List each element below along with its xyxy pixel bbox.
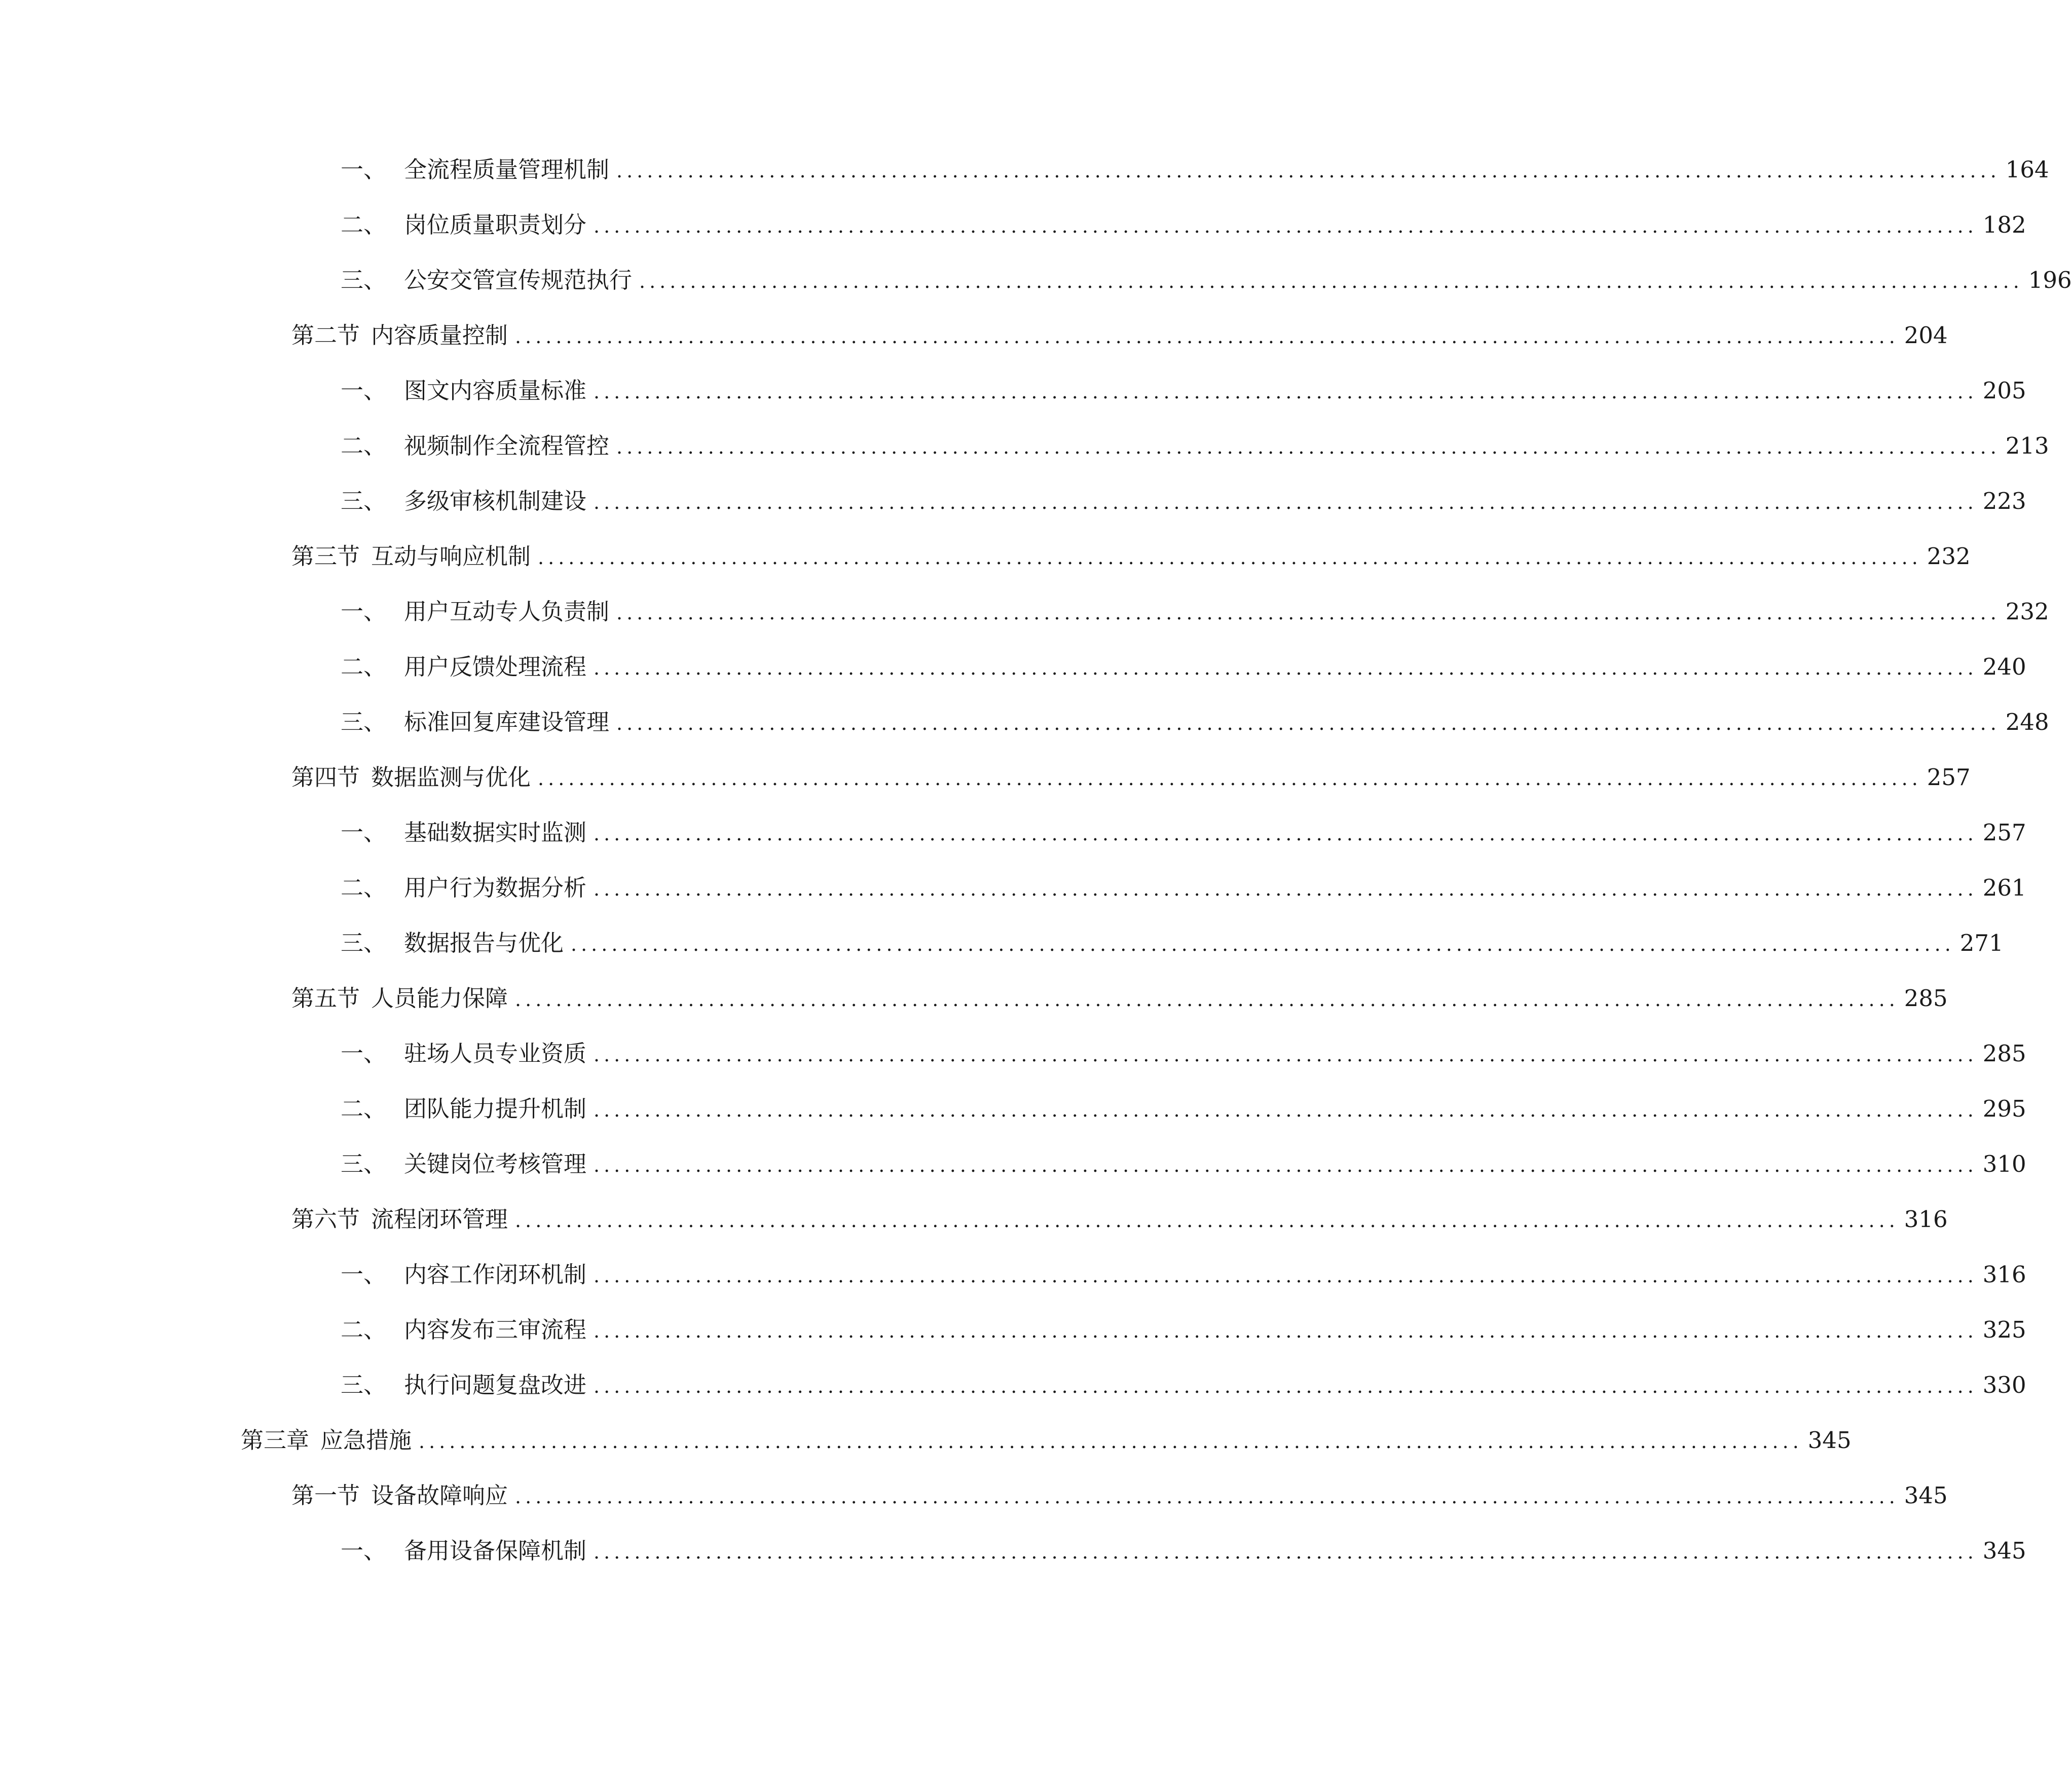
toc-entry-page: 196 xyxy=(2028,267,2072,293)
toc-entry-number: 三、 xyxy=(341,709,387,735)
toc-entry-number: 第六节 xyxy=(291,1206,360,1233)
toc-entry-number: 第三章 xyxy=(241,1427,310,1454)
toc-entry-title: 公安交管宣传规范执行 xyxy=(404,267,633,293)
toc-entry-page: 248 xyxy=(2005,709,2049,735)
toc-entry[interactable] xyxy=(341,591,2049,632)
toc-dot-leader: ........................................................................................................................................ xyxy=(616,436,2001,458)
toc-dot-leader: ........................................................................................................................................ xyxy=(594,1154,1978,1176)
toc-entry[interactable] xyxy=(341,868,2026,908)
toc-dot-leader: ........................................................................................................................................ xyxy=(594,1541,1978,1563)
toc-entry[interactable] xyxy=(291,978,1948,1019)
toc-entry-number: 第二节 xyxy=(291,322,360,349)
toc-dot-leader: ........................................................................................................................................ xyxy=(594,1044,1978,1066)
toc-dot-leader: ........................................................................................................................................ xyxy=(594,1099,1978,1121)
toc-entry-title: 应急措施 xyxy=(320,1427,412,1454)
toc-entry-page: 330 xyxy=(1982,1372,2026,1398)
toc-entry-page: 345 xyxy=(1904,1482,1948,1509)
toc-entry-title: 内容工作闭环机制 xyxy=(404,1261,587,1288)
toc-entry-number: 二、 xyxy=(341,1095,387,1122)
toc-entry-title: 执行问题复盘改进 xyxy=(404,1372,587,1398)
toc-entry[interactable] xyxy=(291,536,1971,577)
toc-entry-title: 备用设备保障机制 xyxy=(404,1537,587,1564)
toc-entry[interactable] xyxy=(341,205,2026,245)
toc-dot-leader: ........................................................................................................................................ xyxy=(616,712,2001,734)
toc-entry[interactable] xyxy=(341,702,2049,743)
toc-entry-number: 第四节 xyxy=(291,764,360,791)
toc-entry-number: 三、 xyxy=(341,1372,387,1398)
toc-entry-title: 用户行为数据分析 xyxy=(404,874,587,901)
toc-entry-page: 223 xyxy=(1982,488,2026,514)
toc-dot-leader: ........................................................................................................................................ xyxy=(594,1375,1978,1397)
toc-entry-title: 内容发布三审流程 xyxy=(404,1316,587,1343)
toc-entry-title: 驻场人员专业资质 xyxy=(404,1040,587,1067)
toc-entry-title: 基础数据实时监测 xyxy=(404,819,587,846)
toc-entry-page: 285 xyxy=(1982,1040,2026,1067)
toc-entry-number: 三、 xyxy=(341,930,387,956)
toc-entry-number: 第一节 xyxy=(291,1482,360,1509)
toc-entry-number: 二、 xyxy=(341,874,387,901)
toc-entry-page: 182 xyxy=(1982,211,2026,238)
toc-entry-title: 用户反馈处理流程 xyxy=(404,653,587,680)
toc-entry-title: 岗位质量职责划分 xyxy=(404,211,587,238)
toc-entry[interactable] xyxy=(341,1531,2026,1571)
toc-entry[interactable] xyxy=(291,757,1971,798)
toc-entry-page: 164 xyxy=(2005,156,2049,183)
toc-dot-leader: ........................................................................................................................................ xyxy=(594,823,1978,845)
toc-dot-leader: ........................................................................................................................................ xyxy=(538,546,1922,569)
toc-entry[interactable] xyxy=(341,371,2026,411)
toc-entry-number: 二、 xyxy=(341,653,387,680)
toc-entry-number: 一、 xyxy=(341,598,387,625)
toc-dot-leader: ........................................................................................................................................ xyxy=(594,1265,1978,1287)
toc-entry-page: 271 xyxy=(1959,930,2004,956)
toc-entry-page: 205 xyxy=(1982,377,2026,404)
toc-entry[interactable] xyxy=(341,481,2026,522)
toc-dot-leader: ........................................................................................................................................ xyxy=(616,602,2001,624)
toc-entry-number: 一、 xyxy=(341,1261,387,1288)
toc-entry[interactable] xyxy=(341,1254,2026,1295)
toc-entry-number: 三、 xyxy=(341,488,387,514)
toc-entry-title: 用户互动专人负责制 xyxy=(404,598,610,625)
toc-entry[interactable] xyxy=(291,1475,1948,1516)
toc-entry-title: 内容质量控制 xyxy=(371,322,508,349)
toc-entry-page: 345 xyxy=(1807,1427,1852,1454)
toc-entry-page: 325 xyxy=(1982,1316,2026,1343)
toc-entry-number: 第五节 xyxy=(291,985,360,1012)
toc-entry[interactable] xyxy=(291,315,1948,356)
toc-entry[interactable] xyxy=(341,647,2026,687)
toc-entry-title: 数据监测与优化 xyxy=(371,764,531,791)
toc-entry-number: 三、 xyxy=(341,1151,387,1177)
toc-entry-page: 204 xyxy=(1904,322,1948,349)
toc-entry-title: 视频制作全流程管控 xyxy=(404,432,610,459)
toc-dot-leader: ........................................................................................................................................ xyxy=(594,491,1978,513)
toc-entry-page: 232 xyxy=(1927,543,1971,570)
toc-entry-page: 261 xyxy=(1982,874,2026,901)
toc-entry[interactable] xyxy=(341,150,2049,190)
toc-entry-title: 全流程质量管理机制 xyxy=(404,156,610,183)
toc-dot-leader: ........................................................................................................................................ xyxy=(515,1486,1899,1508)
toc-entry-title: 设备故障响应 xyxy=(371,1482,508,1509)
toc-entry-number: 二、 xyxy=(341,432,387,459)
toc-dot-leader: ........................................................................................................................................ xyxy=(594,381,1978,403)
toc-entry[interactable] xyxy=(341,1310,2026,1350)
toc-entry-page: 316 xyxy=(1982,1261,2026,1288)
toc-entry-page: 257 xyxy=(1982,819,2026,846)
toc-entry-number: 一、 xyxy=(341,156,387,183)
toc-entry[interactable] xyxy=(291,1199,1948,1240)
toc-dot-leader: ........................................................................................................................................ xyxy=(515,1209,1899,1232)
toc-dot-leader: ........................................................................................................................................ xyxy=(594,1320,1978,1342)
toc-entry-page: 213 xyxy=(2005,432,2049,459)
toc-entry-page: 285 xyxy=(1904,985,1948,1012)
toc-entry-title: 人员能力保障 xyxy=(371,985,508,1012)
toc-entry-title: 图文内容质量标准 xyxy=(404,377,587,404)
toc-entry-number: 一、 xyxy=(341,819,387,846)
toc-dot-leader: ........................................................................................................................................ xyxy=(515,988,1899,1011)
toc-entry[interactable] xyxy=(341,923,2004,964)
toc-entry-number: 第三节 xyxy=(291,543,360,570)
toc-entry[interactable] xyxy=(241,1420,1852,1461)
toc-entry-number: 二、 xyxy=(341,1316,387,1343)
toc-entry-page: 345 xyxy=(1982,1537,2026,1564)
toc-entry-title: 流程闭环管理 xyxy=(371,1206,508,1233)
toc-entry-title: 多级审核机制建设 xyxy=(404,488,587,514)
toc-entry[interactable] xyxy=(341,1089,2026,1129)
toc-entry[interactable] xyxy=(341,260,2072,301)
toc-entry-title: 团队能力提升机制 xyxy=(404,1095,587,1122)
toc-dot-leader: ........................................................................................................................................ xyxy=(571,933,1955,955)
toc-entry-title: 互动与响应机制 xyxy=(371,543,531,570)
toc-entry[interactable] xyxy=(341,812,2026,853)
toc-dot-leader: ........................................................................................................................................ xyxy=(594,657,1978,679)
toc-dot-leader: ........................................................................................................................................ xyxy=(594,215,1978,237)
toc-entry-page: 295 xyxy=(1982,1095,2026,1122)
toc-entry[interactable] xyxy=(341,1033,2026,1074)
toc-dot-leader: ........................................................................................................................................ xyxy=(616,160,2001,182)
toc-entry-number: 二、 xyxy=(341,211,387,238)
toc-dot-leader: ........................................................................................................................................ xyxy=(419,1430,1803,1453)
toc-entry-page: 316 xyxy=(1904,1206,1948,1233)
toc-entry[interactable] xyxy=(341,426,2049,466)
toc-dot-leader: ........................................................................................................................................ xyxy=(515,325,1899,348)
toc-entry-title: 数据报告与优化 xyxy=(404,930,564,956)
toc-entry-number: 一、 xyxy=(341,377,387,404)
toc-entry-number: 三、 xyxy=(341,267,387,293)
toc-entry-number: 一、 xyxy=(341,1537,387,1564)
toc-dot-leader: ........................................................................................................................................ xyxy=(538,767,1922,790)
toc-entry[interactable] xyxy=(341,1144,2026,1184)
toc-dot-leader: ........................................................................................................................................ xyxy=(639,270,2023,292)
toc-entry-title: 关键岗位考核管理 xyxy=(404,1151,587,1177)
toc-dot-leader: ........................................................................................................................................ xyxy=(594,878,1978,900)
toc-entry-number: 一、 xyxy=(341,1040,387,1067)
toc-entry-page: 232 xyxy=(2005,598,2049,625)
toc-entry-page: 240 xyxy=(1982,653,2026,680)
toc-entry[interactable] xyxy=(341,1365,2026,1405)
toc-entry-page: 310 xyxy=(1982,1151,2026,1177)
toc-entry-title: 标准回复库建设管理 xyxy=(404,709,610,735)
toc-entry-page: 257 xyxy=(1927,764,1971,791)
